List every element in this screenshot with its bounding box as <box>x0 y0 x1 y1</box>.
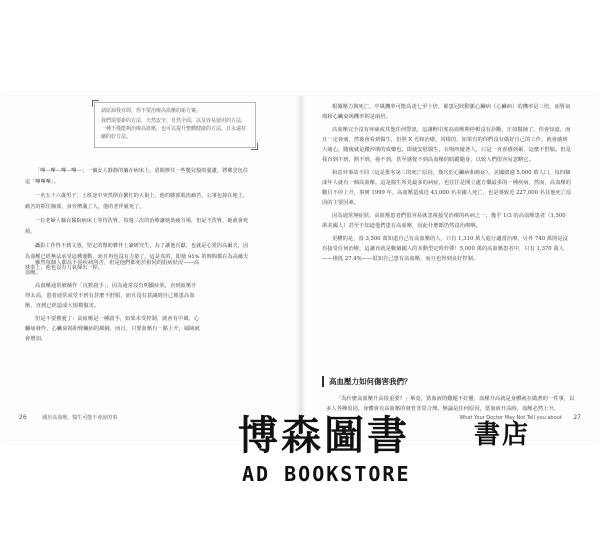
sidebar-line: 請原諒我有問，你不要治療高血壓的新方案。 <box>101 108 202 114</box>
sidebar-line: 我們需要新的方法，天然安全，自然全面，以及容易使用的方法，一種不僅能夠治療高血壓，也可以提升整體健康的方法，且永遠持續的好方法。 <box>101 118 247 140</box>
quote-paragraph: 「為什麼高血壓升高很重要？」畢竟，當血液的難題不好靈，血壓升高就是身體就在做著的一件事，以多人各種原因，身體會有高血壓的發育非常合理。無論是任何原因，當血液升高時，血壓必然上升。 <box>326 396 575 412</box>
bookstore-watermark <box>238 404 578 504</box>
body-paragraph: 根據壓力與死亡，中風機率可能高達七至十倍，罹患冠狀動脈心臟病（心臟病）的機率是三倍，而腎衰竭和心臟衰竭機率則是兩倍。 <box>322 104 571 120</box>
poem-paragraph: 一位老婦人躺在醫院病床上等待洗腎，每週三次的治療讓她筋疲力竭，但是不洗腎，她就會死掉。 <box>25 218 249 235</box>
page-number: 26 <box>19 414 27 421</box>
sidebar-box <box>94 102 256 148</box>
body-paragraph: 高血壓通常被稱作「沉默殺手」，因為通常沒有明顯症狀，直到血壓升得太高，患者通常或受不到有甚麼不舒服，而且沒有意識到自己罹患高血壓，直到已經造成大規模傷害。 <box>25 283 197 309</box>
body-paragraph: 但是不要擔憂了：高血壓是一種殺手，如果未受控制，就會有中風、心臟病發作、心臟衰竭和腎臟病的風險，而且，只要血壓有一點上升，風險就會增加。 <box>25 316 200 342</box>
watermark-logo-suffix: 書店 <box>474 420 531 450</box>
watermark-english: AD BOOKSTORE <box>242 462 411 486</box>
corner-mark-icon <box>92 100 99 107</box>
poem-paragraph: 「嗶—嗶—嗶—嗶—」一個女人靜靜的躺在病床上，眉間擰住一些嬰兒般的憂慮，將佛堂包住這「嗶嗶嗶」。 <box>25 168 249 185</box>
running-head: What Your Doctor May Not Tell you about <box>459 415 562 421</box>
watermark-logo-text: 博森圖書 <box>238 413 410 459</box>
body-paragraph: 因為通常無症狀，高血壓患者們很容易就忽視接受治療的疾病之一，幾乎 1/3 的高血壓患者（1,500 萬美國人）甚至不知道他們患有高血壓，因此什麼都仍然沒治療啊。 <box>322 213 566 229</box>
section-heading: 高血壓力如何傷害我們？ <box>322 376 412 387</box>
body-paragraph: 和意外事故不同（這是排名第三的死亡原因，僅次於心臟病和癌症），美國總過 5,000 萬人口，每四個成年人就有一個高血壓。這是醫生所見最多的病症，也往往是開立處方藥最多的一種疾病，然而，高血壓的數目不停上升，事實 1999 年，高血壓造成近 43,000 名美國人死亡，也是導致近 227,000 名其他死亡原因的主要因素。 <box>322 170 572 206</box>
corner-mark-icon <box>251 143 258 150</box>
body-paragraph: 更糟的是，當 3,500 萬知道自己有高血壓的人，只有 1,310 萬人進行適當治療，另外 740 萬則是沒有接受任何治療，這讓直就是數個國人的本動型定時炸彈！5,000 萬的高血壓患者中，只有 1,370 萬人——僅低 27.4%——很知自己患有高血壓，而且也得到良好控制。 <box>322 236 568 262</box>
poem-paragraph: 攝影工作得不到文憑，堅定的幫助夥伴上讀研究生，為了讓他貢獻，也就是心愛的高爾夫，因為血壓已經無法承受這種運動，而且再也沒有力量了，這是真的，即使 95% 的時間都在為高爾夫球奉上，他也沒有力氣揮出一桿。 <box>25 243 249 271</box>
page-number: 27 <box>573 414 581 421</box>
right-body-text <box>322 102 572 267</box>
body-paragraph: 雖然每個人都為不同疾病所苦，但是他們都死於相同的肌病狀況——高血壓。 <box>25 260 200 276</box>
book-gutter <box>296 96 306 440</box>
right-page <box>306 96 597 440</box>
poem-paragraph: 一名五十六歲男子，上班途中突然倒在繁忙的大街上，他的臉部肌肉痛苦，公事包掉在地上，痛苦的抓住胸部，身旁擠滿了人，他的老伴就死了。 <box>25 193 249 210</box>
running-head: 關於高血壓，醫生可能不會說的事 <box>42 415 118 421</box>
left-page <box>3 96 299 440</box>
body-paragraph: 高血壓完全沒有疼痛或其他任何警訊，這讓輕中度高血壓期停頓沒有診斷，正如醫師了，你會知道，而且一定會痛，然後會看到醫生，但照 X 光和治療，同樣的，如果有的你們沒有做好自己的工作，就會感到大痛心，隨後就是錢沖壞的成藥也。即使安慰醫生，在吸咳碰著人，只是一直會感到累，這麼不舒服。但是我直到不到，開不到，發不到，甚至感覺不到高血壓的暗蹤隨身，以致人們很容易忽略它。 <box>322 127 571 163</box>
left-folio <box>19 414 117 421</box>
left-body-text <box>25 258 260 347</box>
